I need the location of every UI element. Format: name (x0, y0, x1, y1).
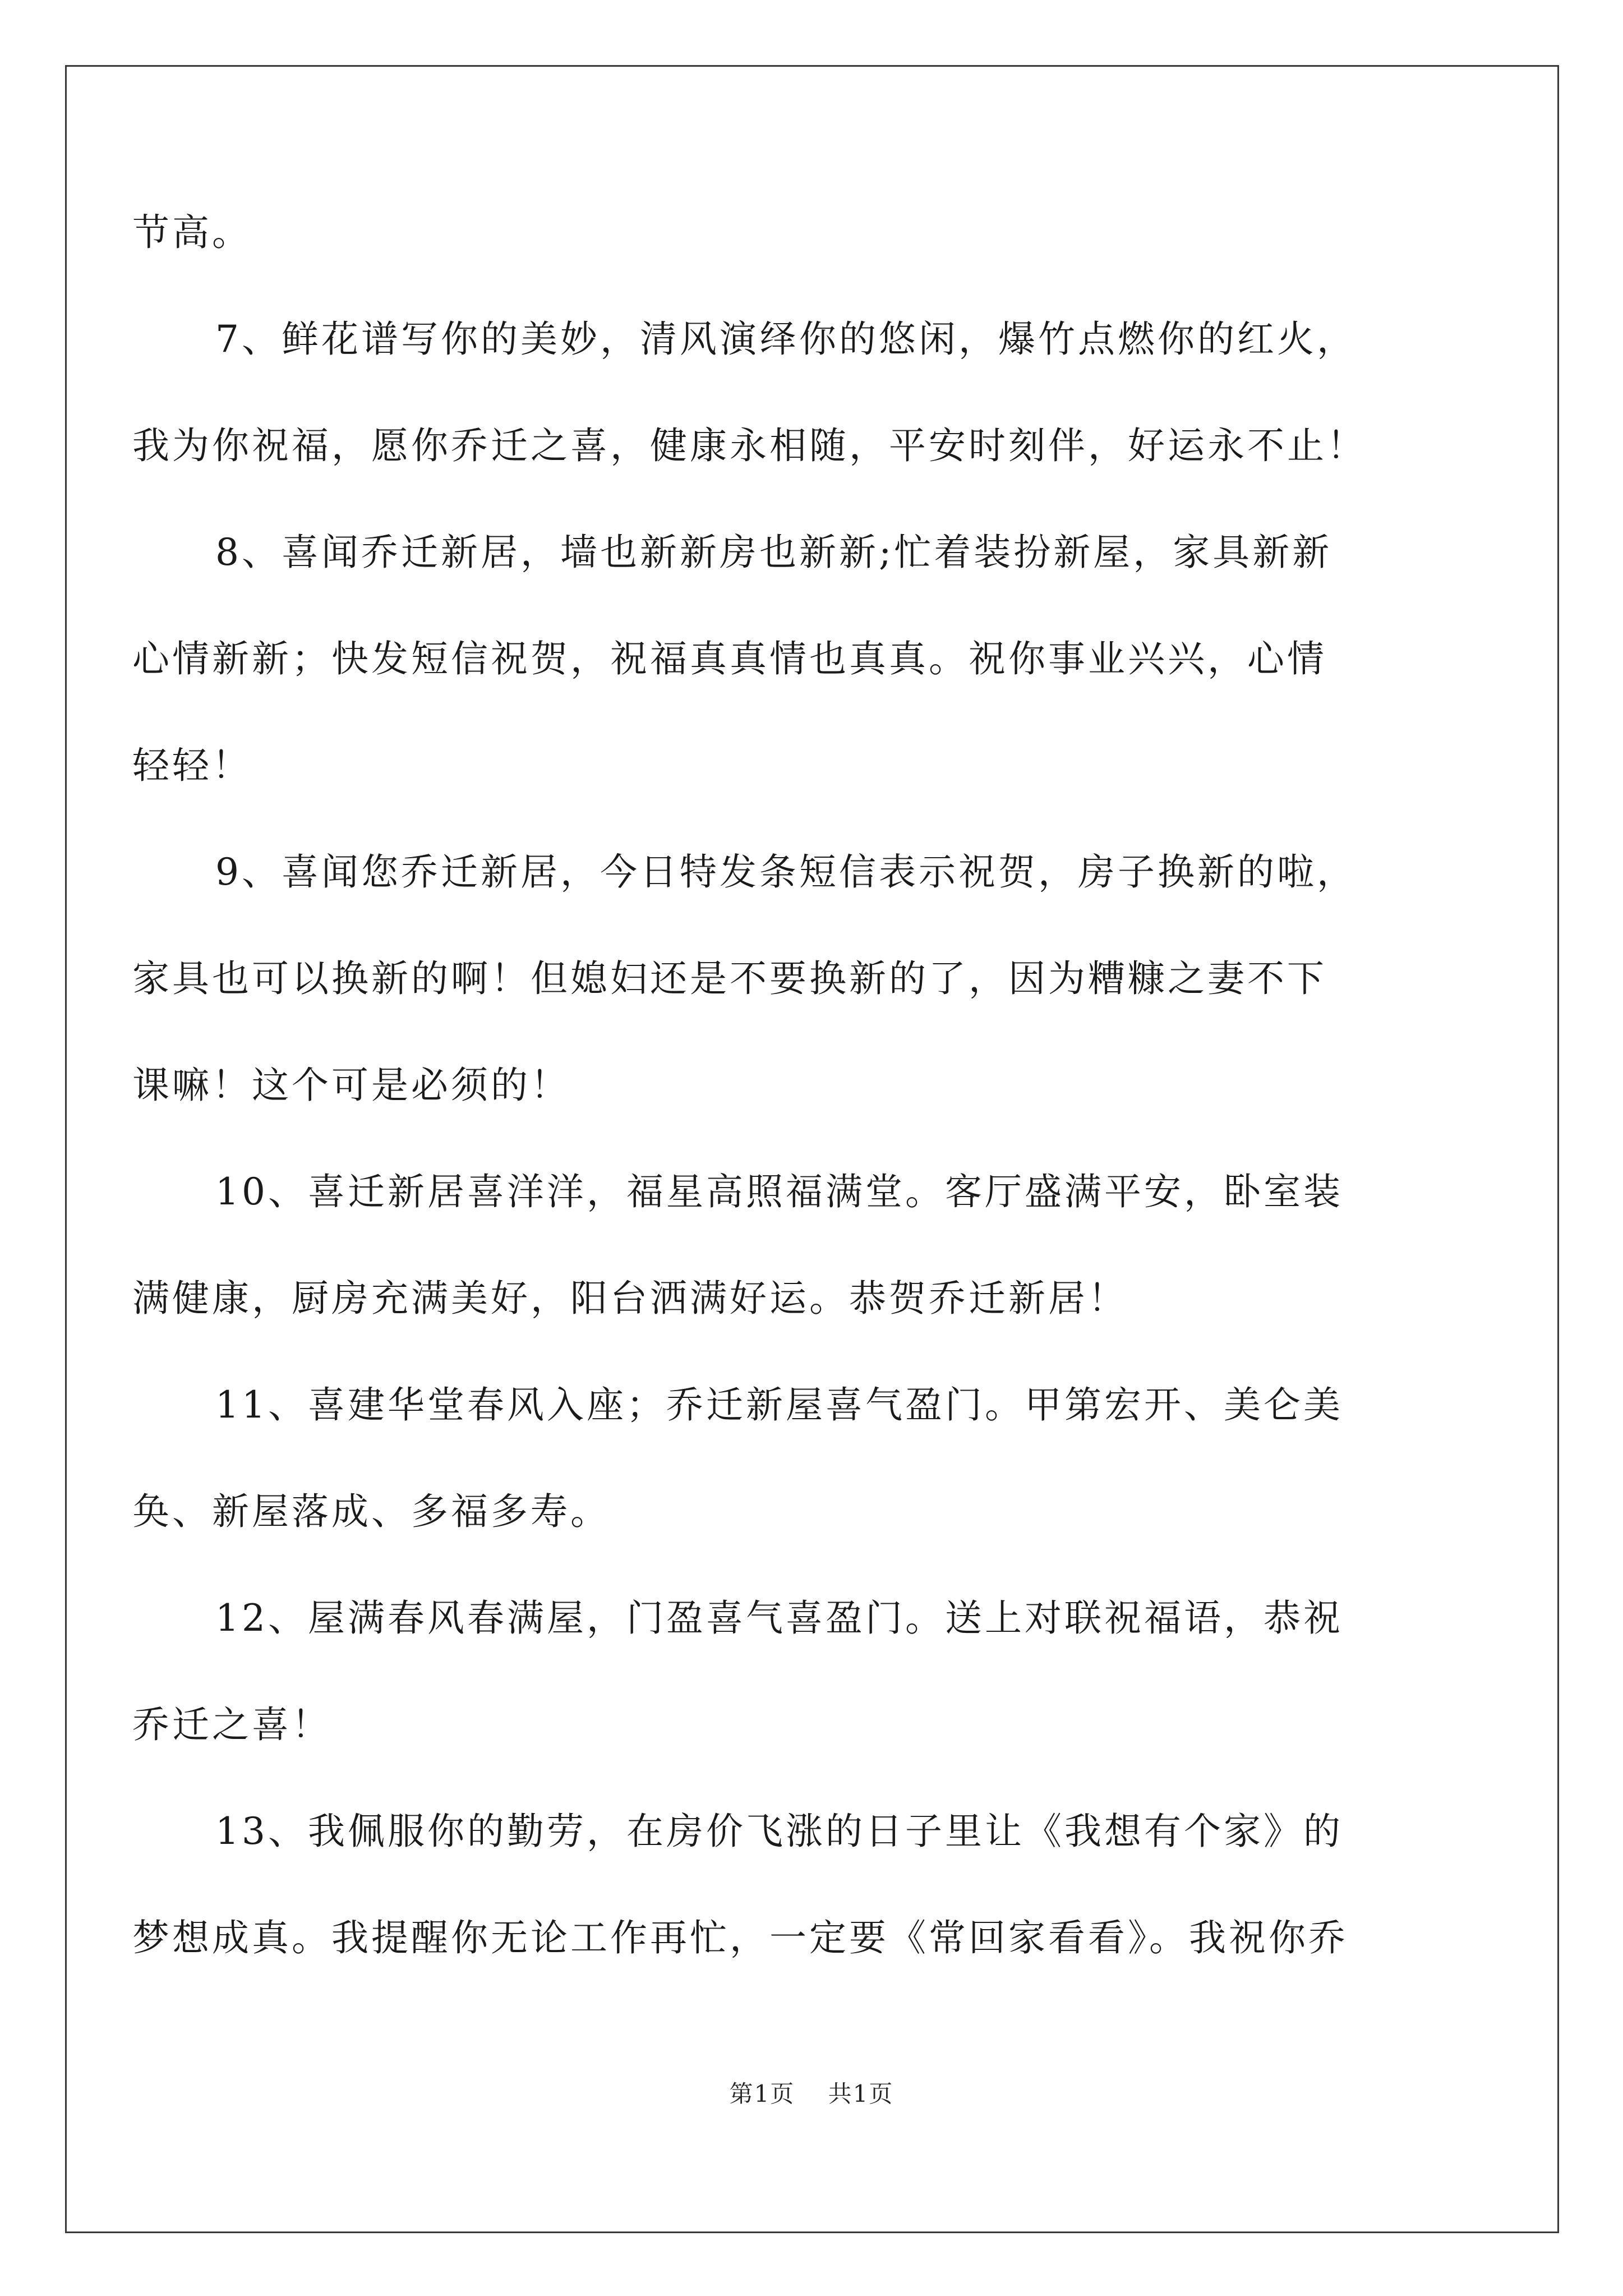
text-line: 奂、新屋落成、多福多寿。 (132, 1490, 610, 1533)
page-footer (0, 2076, 1623, 2109)
text-line: 乔迁之喜！ (132, 1703, 331, 1746)
page-total: 共1页 (828, 2080, 894, 2108)
page-number: 第1页 (729, 2080, 795, 2108)
text-line: 13、我佩服你的勤劳，在房价飞涨的日子里让《我想有个家》的 (215, 1810, 1343, 1853)
text-line: 轻轻！ (132, 744, 252, 787)
text-line: 9、喜闻您乔迁新居，今日特发条短信表示祝贺，房子换新的啦， (215, 850, 1357, 894)
text-line: 课嘛！这个可是必须的！ (132, 1064, 570, 1107)
page-frame (65, 65, 1559, 2233)
text-line: 11、喜建华堂春风入座；乔迁新屋喜气盈门。甲第宏开、美仑美 (215, 1383, 1343, 1427)
text-line: 满健康，厨房充满美好，阳台洒满好运。恭贺乔迁新居！ (132, 1277, 1128, 1320)
text-line: 10、喜迁新居喜洋洋，福星高照福满堂。客厅盛满平安，卧室装 (215, 1170, 1343, 1213)
text-line: 心情新新；快发短信祝贺，祝福真真情也真真。祝你事业兴兴，心情 (132, 637, 1327, 680)
text-line: 我为你祝福，愿你乔迁之喜，健康永相随，平安时刻伴，好运永不止！ (132, 424, 1367, 467)
text-line: 8、喜闻乔迁新居，墙也新新房也新新;忙着装扮新屋，家具新新 (215, 531, 1332, 574)
text-line: 12、屋满春风春满屋，门盈喜气喜盈门。送上对联祝福语，恭祝 (215, 1596, 1343, 1640)
text-line: 家具也可以换新的啊！但媳妇还是不要换新的了，因为糟糠之妻不下 (132, 957, 1327, 1000)
text-line: 梦想成真。我提醒你无论工作再忙，一定要《常回家看看》。我祝你乔 (132, 1916, 1348, 1959)
text-line: 7、鲜花谱写你的美妙，清风演绎你的悠闲，爆竹点燃你的红火， (215, 318, 1357, 361)
text-line: 节高。 (132, 211, 252, 254)
